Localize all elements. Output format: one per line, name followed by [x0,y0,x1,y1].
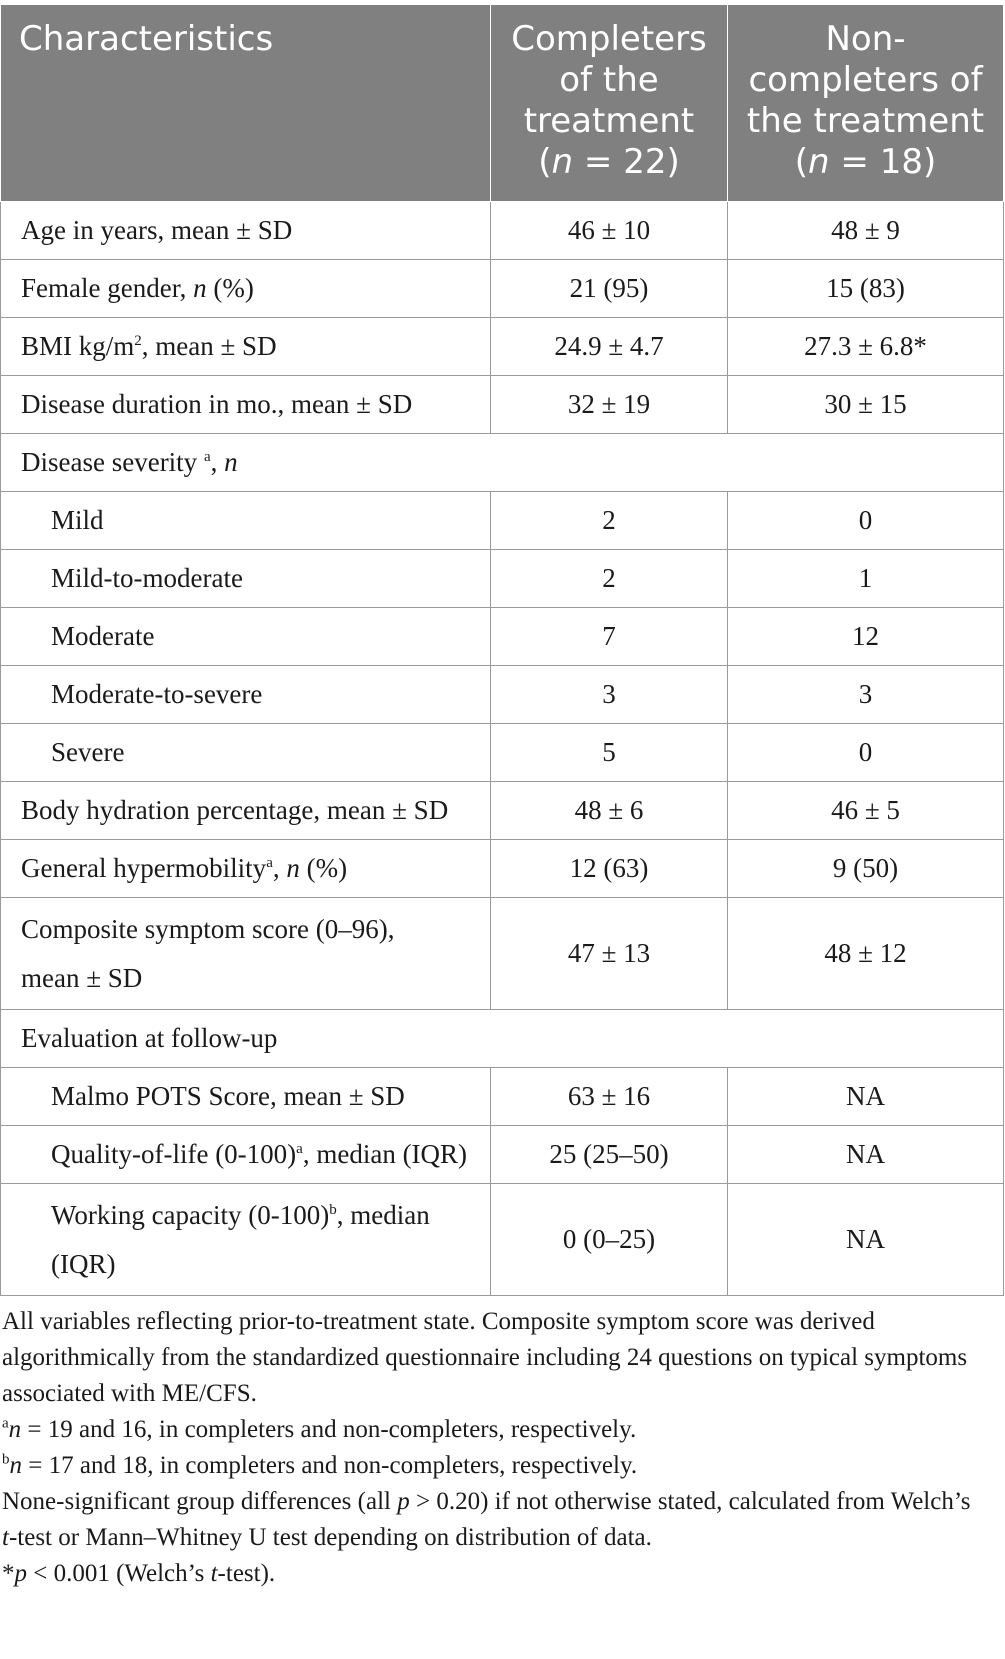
row-label: Female gender, n (%) [1,260,491,318]
completers-value: 2 [491,550,728,608]
header-row [1,5,1004,202]
row-label: Moderate [1,608,491,666]
header-noncompleters: Non- completers of the treatment (n = 18) [728,5,1004,202]
table-row [1,376,1004,434]
empty-cell [491,434,728,492]
row-label: Working capacity $(0-100)^b$, median (IQR) [1,1184,491,1296]
completers-value: 63 ± 16 [491,1068,728,1126]
completers-value: 25 (25–50) [491,1126,728,1184]
table-row [1,840,1004,898]
section-row-follow-up [1,1010,1004,1068]
completers-value: 12 (63) [491,840,728,898]
noncompleters-value: 30 ± 15 [728,376,1004,434]
table-row [1,898,1004,1010]
noncompleters-value: NA [728,1126,1004,1184]
table-row [1,318,1004,376]
table-row [1,1184,1004,1296]
empty-cell [491,1010,728,1068]
table-row [1,1126,1004,1184]
section-row-disease-severity [1,434,1004,492]
table-row [1,202,1004,260]
noncompleters-value: 0 [728,492,1004,550]
footnote-a: $^a$n = 19 and 16, in completers and non-completers, respectively. [2,1415,637,1443]
table-row [1,782,1004,840]
row-label: Composite symptom score (0–96), mean ± SD [1,898,491,1010]
completers-value: 2 [491,492,728,550]
row-label: Moderate-to-severe [1,666,491,724]
completers-value: 3 [491,666,728,724]
completers-value: 24.9 ± 4.7 [491,318,728,376]
footnote-b: $^b$n = 17 and 18, in completers and non-completers, respectively. [2,1451,638,1479]
row-label: Malmo POTS Score, mean ± SD [1,1068,491,1126]
completers-value: 5 [491,724,728,782]
completers-value: 48 ± 6 [491,782,728,840]
noncompleters-value: 27.3 ± 6.8* [728,318,1004,376]
row-label: General hypermobility$^a$, n (%) [1,840,491,898]
completers-value: 47 ± 13 [491,898,728,1010]
footnote-star: *p < 0.001 (Welch’s t-test). [2,1560,276,1587]
noncompleters-value: 0 [728,724,1004,782]
noncompleters-value: 48 ± 9 [728,202,1004,260]
noncompleters-value: 48 ± 12 [728,898,1004,1010]
row-label: BMI $kg/m^2$, mean ± SD [1,318,491,376]
section-label: Evaluation at follow-up [1,1010,491,1068]
completers-value: 46 ± 10 [491,202,728,260]
table-row [1,260,1004,318]
characteristics-table [0,4,1004,1296]
noncompleters-value: 46 ± 5 [728,782,1004,840]
completers-value: 21 (95) [491,260,728,318]
noncompleters-value: 1 [728,550,1004,608]
empty-cell [728,434,1004,492]
footnote-general: All variables reflecting prior-to-treatment state. Composite symptom score was derived algorithmically from the standardized questionnaire including 24 questions on typical symptoms associated with ME/CFS. [2,1308,968,1407]
row-label: Body hydration percentage, mean ± SD [1,782,491,840]
row-label: Severe [1,724,491,782]
table-row [1,492,1004,550]
row-label: Disease duration in mo., mean ± SD [1,376,491,434]
table-row [1,724,1004,782]
section-label: Disease severity $^a$, n [1,434,491,492]
completers-value: 0 (0–25) [491,1184,728,1296]
completers-value: 7 [491,608,728,666]
header-noncompleters-n: (n = 18) [794,142,937,182]
row-label: Mild [1,492,491,550]
noncompleters-value: 15 (83) [728,260,1004,318]
table-row [1,550,1004,608]
empty-cell [728,1010,1004,1068]
header-characteristics: Characteristics [1,5,491,202]
table-footnotes [0,1296,991,1592]
row-label: Quality-of-life $(0-100)^a$, median (IQR) [1,1126,491,1184]
table-row [1,608,1004,666]
footnote-significance: None-significant group differences (all p > 0.20) if not otherwise stated, calculated from Welch’s t-test or Mann–Whitney U test depending on distribution of data. [2,1488,971,1551]
header-completers: Completers of the treatment (n = 22) [491,5,728,202]
completers-value: 32 ± 19 [491,376,728,434]
row-label: Mild-to-moderate [1,550,491,608]
noncompleters-value: 12 [728,608,1004,666]
table-row [1,666,1004,724]
noncompleters-value: 9 (50) [728,840,1004,898]
table-row [1,1068,1004,1126]
noncompleters-value: NA [728,1068,1004,1126]
row-label: Age in years, mean ± SD [1,202,491,260]
noncompleters-value: NA [728,1184,1004,1296]
header-completers-n: (n = 22) [538,142,680,182]
noncompleters-value: 3 [728,666,1004,724]
